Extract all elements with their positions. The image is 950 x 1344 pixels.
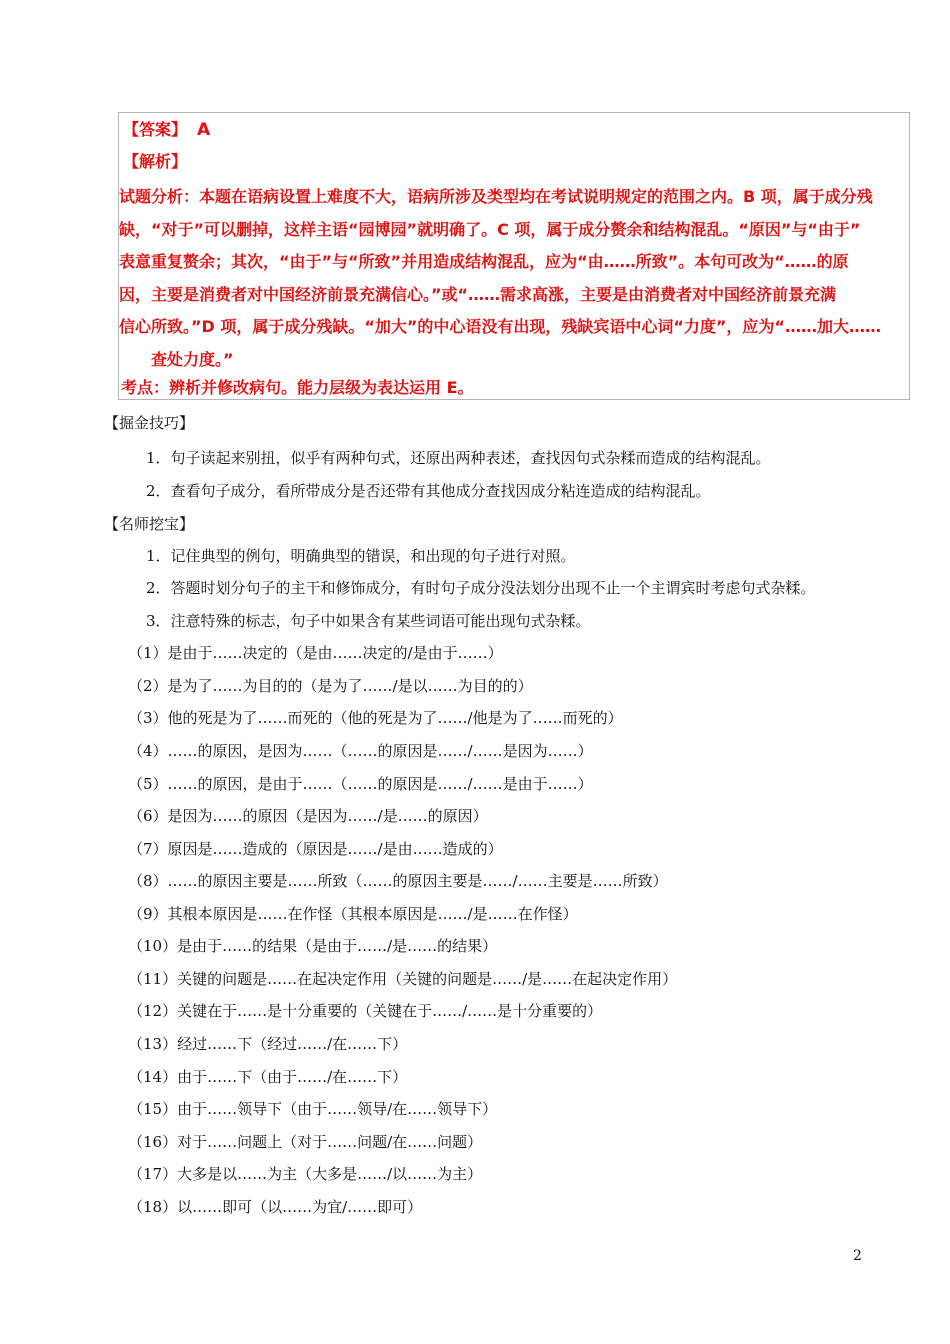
- page-number: 2: [853, 1248, 862, 1264]
- kaodian-line: 考点：辨析并修改病句。能力层级为表达运用 E。: [121, 378, 474, 397]
- pattern-item: （10）是由于……的结果（是由于……/是……的结果）: [128, 937, 498, 955]
- teacher-item: 2．答题时划分句子的主干和修饰成分，有时句子成分没法划分出现不止一个主谓宾时考虑句式杂糅。: [146, 579, 816, 597]
- answer-analysis-box: [118, 112, 910, 400]
- tips-item: 1．句子读起来别扭，似乎有两种句式，还原出两种表述，查找因句式杂糅而造成的结构混乱。: [146, 449, 771, 467]
- tips-item: 2．查看句子成分，看所带成分是否还带有其他成分查找因成分粘连造成的结构混乱。: [146, 482, 711, 500]
- pattern-item: （13）经过……下（经过……/在……下）: [128, 1035, 408, 1053]
- pattern-item: （9）其根本原因是……在作怪（其根本原因是……/是……在作怪）: [128, 905, 578, 923]
- analysis-line: 缺，“对于”可以删掉，这样主语“园博园”就明确了。C 项，属于成分赘余和结构混乱。“原因”与“由于”: [119, 219, 861, 239]
- analysis-line: 查处力度。”: [151, 349, 234, 369]
- analysis-line: 因，主要是消费者对中国经济前景充满信心。”或“……需求高涨，主要是由消费者对中国经济前景充满: [119, 284, 837, 304]
- pattern-item: （5）……的原因，是由于……（……的原因是……/……是由于……）: [128, 775, 593, 793]
- analysis-label: 【解析】: [123, 152, 188, 171]
- analysis-line: 试题分析：本题在语病设置上难度不大，语病所涉及类型均在考试说明规定的范围之内。B 项，属于成分残: [119, 187, 873, 206]
- teacher-heading: 【名师挖宝】: [104, 515, 195, 533]
- pattern-item: （2）是为了……为目的的（是为了……/是以……为目的的）: [128, 677, 533, 695]
- pattern-item: （4）……的原因，是因为……（……的原因是……/……是因为……）: [128, 742, 593, 760]
- pattern-item: （18）以……即可（以……为宜/……即可）: [128, 1198, 423, 1216]
- analysis-text: [119, 181, 903, 376]
- pattern-item: （11）关键的问题是……在起决定作用（关键的问题是……/是……在起决定作用）: [128, 970, 678, 988]
- pattern-item: （1）是由于……决定的（是由……决定的/是由于……）: [128, 644, 503, 662]
- teacher-item: 3．注意特殊的标志，句子中如果含有某些词语可能出现句式杂糅。: [146, 612, 591, 630]
- analysis-line: 信心所致。”D 项，属于成分残缺。“加大”的中心语没有出现，残缺宾语中心词“力度”，应为“……加大……: [119, 317, 881, 336]
- pattern-item: （6）是因为……的原因（是因为……/是……的原因）: [128, 807, 488, 825]
- pattern-item: （7）原因是……造成的（原因是……/是由……造成的）: [128, 840, 503, 858]
- analysis-line: 表意重复赘余；其次，“由于”与“所致”并用造成结构混乱，应为“由……所致”。本句可改为“……的原: [119, 252, 849, 271]
- answer-label: 【答案】: [123, 120, 188, 139]
- tips-heading: 【掘金技巧】: [104, 414, 195, 432]
- pattern-item: （12）关键在于……是十分重要的（关键在于……/……是十分重要的）: [128, 1002, 603, 1020]
- pattern-item: （17）大多是以……为主（大多是……/以……为主）: [128, 1165, 483, 1183]
- pattern-item: （3）他的死是为了……而死的（他的死是为了……/他是为了……而死的）: [128, 709, 623, 727]
- pattern-item: （8）……的原因主要是……所致（……的原因主要是……/……主要是……所致）: [128, 872, 668, 890]
- pattern-item: （14）由于……下（由于……/在……下）: [128, 1068, 408, 1086]
- answer-value: A: [197, 120, 211, 140]
- pattern-item: （16）对于……问题上（对于……问题/在……问题）: [128, 1133, 483, 1151]
- teacher-item: 1．记住典型的例句，明确典型的错误，和出现的句子进行对照。: [146, 547, 576, 565]
- answer-line: [123, 117, 210, 140]
- pattern-item: （15）由于……领导下（由于……领导/在……领导下）: [128, 1100, 498, 1118]
